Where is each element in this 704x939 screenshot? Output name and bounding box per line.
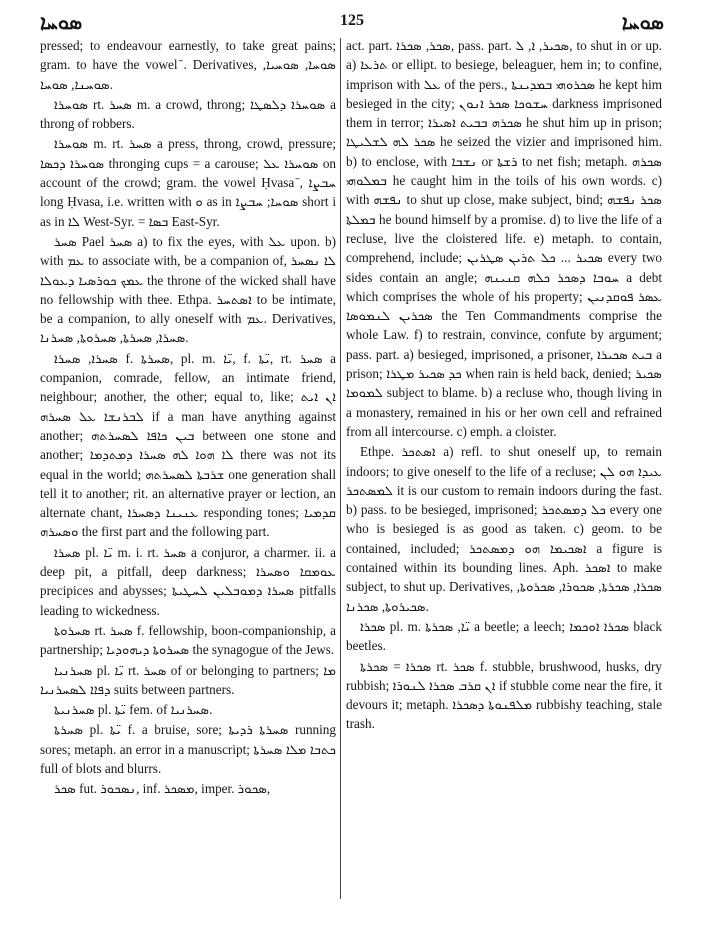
dictionary-entry: ܣܘܚܪܐ m. rt. ܣܚܪ a press, throng, crowd, pressure; ܣܘܚܪܐ ܕܟܣܐ thronging cups = a carouse; ܣܘܚܪܐ ܥܠ on account of the crowd; gram. the vowel Ḥvasa ̄, ܚܒܨܐ long Ḥvasa, i.e. written with ܘ as in ܣܘܚܐ; ܚܒܨܐ short i as in ܠܐ West-Syr. = ܒܣܐ East-Syr. — [40, 136, 336, 229]
dictionary-entry: ܣܚܪ Pael ܣܚܪ a) to fix the eyes, with ܥܠ upon. b) with ܥܡ to associate with, be a companion of, ܠܐ ܢܣܚܪ ܥܡܟ ܟܘܪܣܝܐ ܕܥܘܠܐ the throne of the wicked shall have no fellowship with thee. Ethpa. ܐܣܬܚܪ to be intimate, be a companion, to ally oneself with ܥܡ. Derivatives, ܣܚܪܐ, ܣܚܪܬܐ, ܣܚܪܘܬܐ, ܣܚܪܢܐ. — [40, 233, 336, 346]
page-header — [40, 8, 664, 36]
dictionary-entry: ܣܚܪܘܬܐ rt. ܣܚܪ f. fellowship, boon-companionship, a partnership; ܣܚܪܘܬܐ ܕܝܗܘܕܝܐ the synagogue of the Jews. — [40, 622, 336, 658]
dictionary-entry: ܣܚܪܬܐ pl. ܝ̈ܬܐ f. a bruise, sore; ܣܚܪܬܐ ܪܕܝܬܐ running sores; metaph. an error in a manuscript; ܟܬܒܐ ܡܠܐ ܣܚܪܬܐ full of blots and blurrs. — [40, 722, 336, 776]
dictionary-entry: act. part. ܣܟܪ, ܣܟܪܐ, pass. part. ܣܟܝܪ, ܐ, ܠ, to shut in or up. a) ܬܪܥܐ or ellipt. to besiege, beleaguer, hem in; to confine, imprison with ܥܠ of the pers., ܣܟܪܘܗܝ ܒܡܕܝܢܬܐ he kept him besieged in the city; ܚܫܘܟܐ ܣܟܪ ܐܢܘܢ darkness imprisoned them in terror; ܣܟܪܗ ܒܒܝܬ ܐܣܝܪܐ he shut him up in prison; ܣܟܪ ܠܗ ܠܫܠܝܛܐ he seized the vizier and imprisoned him. b) to enclose, with ܢܫܒܐ or ܪܫܬܐ to net fish; metaph. ܣܟܪܗ ܒܡܠܘܗܝ he caught him in the toils of his own words. c) with ܢܦܫܗ to shut up close, make subject, bind; ܣܟܪ ܢܦܫܗ ܒܡܠܬܐ he bound himself by a promise. d) to live the life of a recluse, live the cloistered life. e) metaph. to contain, comprehend, include; ܣܟܝܪ ... ܟܠ ܬܪܝܢ ܣܛܪܝܢ every two sides contain an angle; ܚܘܒܐ ܕܣܟܪ ܟܠܗ ܩܢܝܢܗ a debt which comprises the whole of his property; ܥܣܪ ܦܘܩܕܢܝܢ ܣܟܪܝܢ ܠܢܡܘܣܐ the Ten Commandments comprise the whole Law. f) to restrain, convince, confute by argument; pass. part. a) besieged, imprisoned, a prisoner, ܒܝܬ ܣܟܝܪܐ a prison; ܟܕ ܣܟܝܪ ܡܛܪܐ when rain is held back, denied; ܣܟܝܪ ܠܡܘܡܐ subject to blame. b) a recluse who, though living in a monastery, remained in his or her own cell and refrained from all intercourse. c) emph. a cloister. — [346, 38, 662, 439]
left-headword: ܣܘܚܐ — [40, 10, 83, 34]
dictionary-entry: ܣܟܪܐ = ܣܟܪܬܐ rt. ܣܟܪ f. stubble, brushwood, husks, dry rubbish; ܐܢ ܩܪܒ ܣܟܪܐ ܠܢܘܪܐ if stubble come near the fire, it devours it; metaph. ܡܠܦܢܘܬܐ ܕܣܟܪܐ rubbishy teaching, stale trash. — [346, 658, 662, 732]
right-column — [346, 36, 662, 931]
dictionary-entry: ܣܘܚܪܐ rt. ܣܚܪ m. a crowd, throng; ܣܘܚܪܐ ܕܠܣܛܐ a throng of robbers. — [40, 96, 336, 132]
dictionary-entry: ܣܚܪܐ, ܣܚܪܐ f. ܣܚܪܬܐ, pl. m. ܝ̈ܐ, f. ܝ̈ܬܐ, rt. ܣܚܪ a companion, comrade, fellow, an intimate friend, neighbour; another, the other; equal to, like; ܐܢ ܐܝܬ ܠܒܪܢܫܐ ܥܠ ܣܚܪܗ if a man have anything against another; ܒܝܢ ܟܐܦܐ ܠܣܚܪܬܗ between one stone and another; ܠܐ ܗܘܐ ܠܗ ܣܚܪܐ ܕܡܬܕܡܐ there was not its equal in the world; ܫܪܒܬܐ ܠܣܚܪܬܗ one generation shall tell it to another; rit. an alternative prayer or lection, an alternate chant, ܥܢܝܢܐ ܕܣܚܪܐ responding tones; ܩܕܡܝܐ ܘܣܚܪܗ the first part and the following part. — [40, 350, 336, 540]
page-number: 125 — [340, 12, 364, 29]
left-column — [40, 36, 336, 931]
dictionary-entry: ܣܚܪܢܝܬܐ pl. ܝ̈ܬܐ fem. of ܣܚܪܢܝܐ. — [54, 702, 213, 718]
column-divider — [340, 38, 341, 899]
dictionary-entry: ܣܚܪܢܝܐ pl. ܝ̈ܐ rt. ܣܚܪ of or belonging to partners; ܡܐ ܕܦܐܐ ܠܣܚܪܢܝܐ suits between partners. — [40, 662, 336, 697]
dictionary-entry: ܣܟܪܐ pl. m. ܝ̈ܐ, ܣܟܪܬܐ a beetle; a leech; ܣܟܪܐ ܐܘܟܡܐ black beetles. — [346, 618, 662, 654]
dictionary-entry: ܣܟܪ fut. ܢܣܟܘܪ, inf. ܡܣܟܪ, imper. ܣܟܘܪ, — [54, 781, 271, 797]
dictionary-entry: pressed; to endeavour earnestly, to take great pains; gram. to have the vowel ̄. Derivatives, ܣܘܚܐ, ܣܘܚܝܐ, ܣܘܚܢܐ, ܣܘܚܐ. — [40, 38, 336, 92]
right-headword: ܣܘܚܐ — [621, 10, 664, 34]
dictionary-entry: Ethpe. ܐܣܬܟܪ a) refl. to shut oneself up, to remain indoors; to give oneself to the life of a recluse; ܥܝܕܐ ܗܘ ܠܢ ܠܡܣܬܟܪ it is our custom to remain indoors during the fast. b) pass. to be besieged, imprisoned; ܟܠ ܕܡܣܬܟܪ every one who is besieged is as good as taken. c) geom. to be contained, included; ܐܣܟܝܡܐ ܗܘ ܕܡܣܬܟܪ a figure is contained within its bounding lines. Aph. ܐܣܟܪ to make subject, to shut up. Derivatives, ܣܟܪܐ, ܣܟܪܬܐ, ܣܟܘܪܐ, ܣܟܪܘܬܐ, ܣܟܝܪܘܬܐ, ܣܟܪܢܐ. — [346, 444, 662, 614]
dictionary-entry: ܣܚܪܐ pl. ܝ̈ܐ m. i. rt. ܣܚܪ a conjuror, a charmer. ii. a deep pit, a pitfall, deep darkness; ܥܘܡܩܐ ܘܣܚܪܐ precipices and abysses; ܣܚܪܐ ܕܡܘܒܠܝܢ ܠܚܛܝܬܐ pitfalls leading to wickedness. — [40, 544, 336, 618]
